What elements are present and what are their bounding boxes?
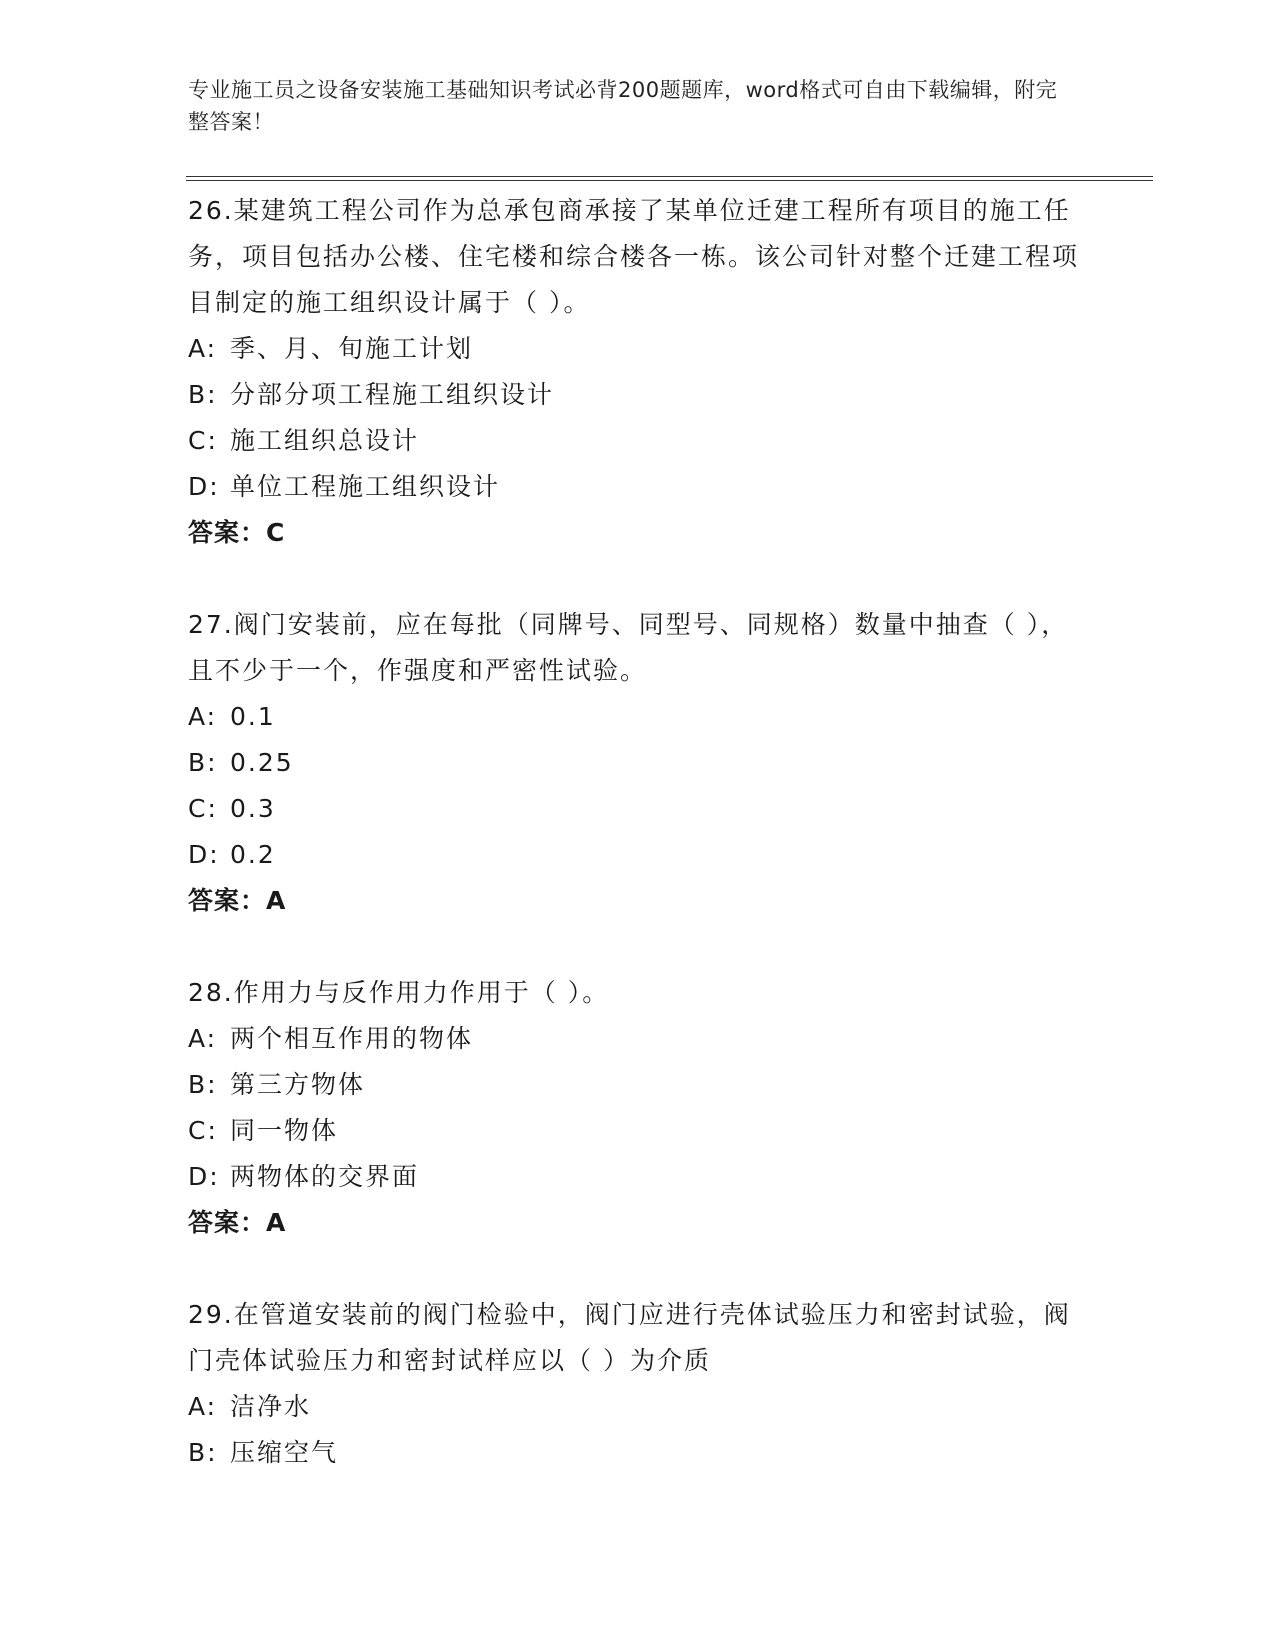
- option-text: 0.25: [230, 748, 294, 777]
- option-text: 压缩空气: [230, 1438, 339, 1467]
- option-text: 0.3: [230, 794, 276, 823]
- option-text: 季、月、旬施工计划: [230, 334, 474, 363]
- header-divider: [186, 176, 1153, 181]
- question-28: [188, 970, 1088, 1246]
- option-a: [188, 1384, 1088, 1430]
- option-b: [188, 372, 1088, 418]
- option-text: 第三方物体: [230, 1070, 366, 1099]
- question-stem: 26.某建筑工程公司作为总承包商承接了某单位迁建工程所有项目的施工任务，项目包括办公楼、住宅楼和综合楼各一栋。该公司针对整个迁建工程项目制定的施工组织设计属于（ ）。: [188, 196, 1080, 317]
- option-b: [188, 1430, 1088, 1476]
- option-d: [188, 832, 1088, 878]
- option-key: A:: [188, 334, 218, 363]
- option-key: A:: [188, 702, 218, 731]
- option-a: [188, 1016, 1088, 1062]
- option-text: 分部分项工程施工组织设计: [230, 380, 555, 409]
- option-text: 两物体的交界面: [230, 1162, 420, 1191]
- option-key: C:: [188, 1116, 218, 1145]
- option-a: [188, 326, 1088, 372]
- question-29: [188, 1292, 1088, 1476]
- question-list: [188, 188, 1088, 1522]
- option-d: [188, 1154, 1088, 1200]
- option-text: 单位工程施工组织设计: [230, 472, 501, 501]
- option-c: [188, 418, 1088, 464]
- option-c: [188, 1108, 1088, 1154]
- option-key: C:: [188, 794, 218, 823]
- option-key: C:: [188, 426, 218, 455]
- option-a: [188, 694, 1088, 740]
- answer-line: 答案：A: [188, 886, 287, 915]
- option-d: [188, 464, 1088, 510]
- option-text: 施工组织总设计: [230, 426, 420, 455]
- option-key: B:: [188, 380, 218, 409]
- option-key: A:: [188, 1024, 218, 1053]
- option-key: D:: [188, 1162, 220, 1191]
- option-c: [188, 786, 1088, 832]
- option-key: B:: [188, 748, 218, 777]
- question-stem: 27.阀门安装前，应在每批（同牌号、同型号、同规格）数量中抽查（ ），且不少于一个，作强度和严密性试验。: [188, 610, 1069, 685]
- answer-line: 答案：A: [188, 1208, 287, 1237]
- option-text: 洁净水: [230, 1392, 312, 1421]
- question-stem: 29.在管道安装前的阀门检验中，阀门应进行壳体试验压力和密封试验，阀门壳体试验压力和密封试样应以（ ）为介质: [188, 1300, 1071, 1375]
- question-27: [188, 602, 1088, 924]
- option-text: 0.1: [230, 702, 276, 731]
- option-text: 两个相互作用的物体: [230, 1024, 474, 1053]
- option-text: 0.2: [230, 840, 276, 869]
- option-key: B:: [188, 1438, 218, 1467]
- option-key: A:: [188, 1392, 218, 1421]
- option-key: D:: [188, 840, 220, 869]
- answer-line: 答案：C: [188, 518, 286, 547]
- question-26: [188, 188, 1088, 556]
- option-b: [188, 1062, 1088, 1108]
- document-header: 专业施工员之设备安装施工基础知识考试必背200题题库，word格式可自由下载编辑，附完整答案！: [188, 78, 1058, 134]
- option-b: [188, 740, 1088, 786]
- option-key: B:: [188, 1070, 218, 1099]
- question-stem: 28.作用力与反作用力作用于（ ）。: [188, 978, 610, 1007]
- option-key: D:: [188, 472, 220, 501]
- option-text: 同一物体: [230, 1116, 339, 1145]
